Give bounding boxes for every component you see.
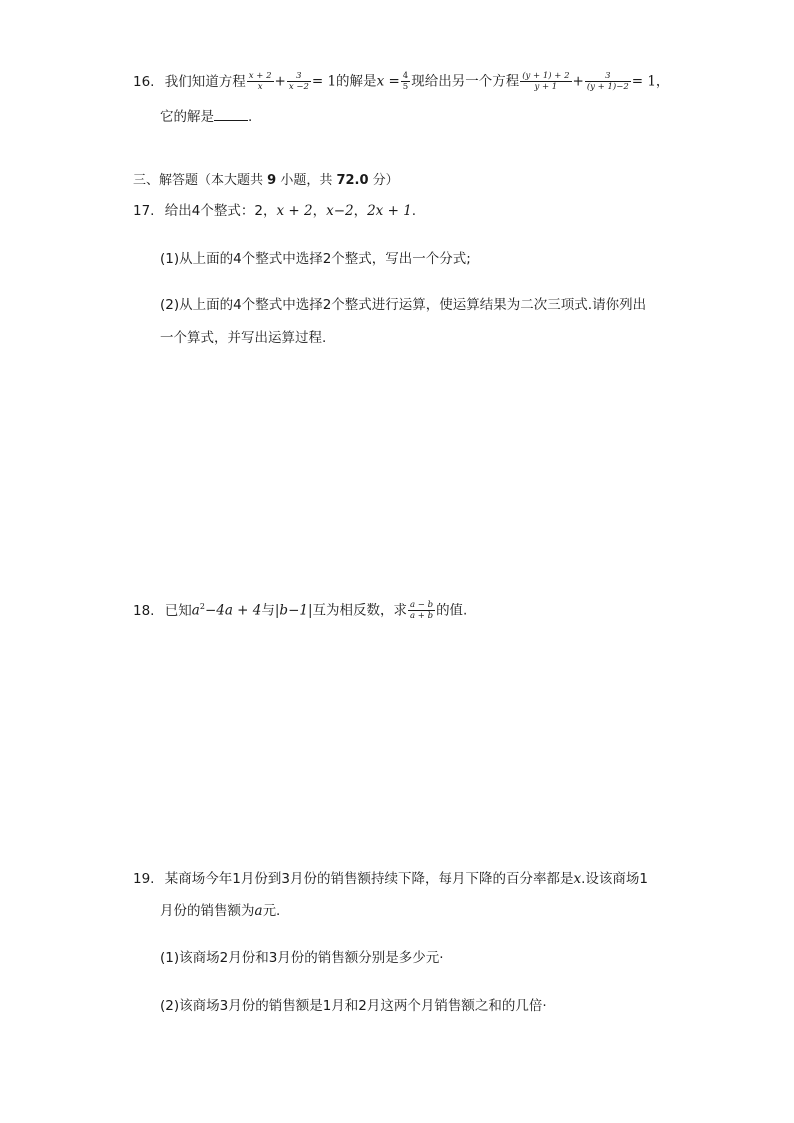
q19-part-2: (2)该商场3月份的销售额是1月和2月这两个月销售额之和的几倍· [160, 998, 547, 1014]
q16-fraction-3-numerator: 4 [402, 71, 409, 81]
q16-fraction-1-denominator: x [257, 82, 263, 92]
q19-line1 [133, 869, 648, 889]
q17-sep-1: ， [312, 203, 327, 219]
q16-x-equals: x = [376, 73, 400, 90]
q16-number: 16. [133, 73, 155, 90]
section-3-title-a: 三、解答题（本大题共 [133, 173, 268, 188]
q16-fraction-1-numerator: x + 2 [248, 71, 272, 81]
q16-fraction-3 [401, 71, 410, 92]
q17-expr-3: 2x + 1 [367, 203, 412, 219]
q16-fraction-4 [520, 71, 571, 92]
q18-exponent: 2 [199, 602, 205, 611]
section-3-title-b: 小题，共 [276, 173, 337, 188]
q19-text-1: 某商场今年1月份到3月份的销售额持续下降，每月下降的百分率都是 [164, 871, 574, 887]
q19-a: a [254, 903, 263, 919]
q16-plus-2: + [572, 73, 584, 90]
q18-number: 18. [133, 602, 155, 619]
q16-equals-1: = 1的解是 [311, 73, 377, 90]
section-3-count: 9 [267, 173, 277, 188]
q17-part-2-line1: (2)从上面的4个整式中选择2个整式进行运算，使运算结果为二次三项式.请你列出 [160, 297, 647, 313]
q19-part-1: (1)该商场2月份和3月份的销售额分别是多少元· [160, 950, 444, 966]
section-3-score: 72.0 [336, 173, 369, 188]
q16-fraction-5 [585, 71, 631, 92]
q19-number: 19. [133, 871, 155, 887]
q17-end: . [411, 203, 417, 219]
q18-line [133, 597, 467, 621]
q18-text-1: 已知 [164, 602, 192, 619]
q18-text-4: 的值. [436, 602, 468, 619]
q16-answer-prompt: 它的解是 [160, 109, 214, 125]
q19-text-2: .设该商场1 [581, 871, 648, 887]
q17-sep-2: ， [353, 203, 368, 219]
q17-number: 17. [133, 203, 155, 219]
q16-line2 [160, 107, 252, 127]
q18-text-2: 与 [261, 602, 275, 619]
q16-equals-2: = 1， [631, 73, 670, 90]
q17-expr-2: x−2 [326, 203, 354, 219]
q19-text-3: 月份的销售额为 [160, 903, 255, 919]
q16-text-2: 现给出另一个方程 [411, 73, 520, 90]
q16-fraction-3-denominator: 5 [402, 82, 409, 92]
q19-line2 [160, 901, 280, 921]
q16-fraction-4-numerator: (y + 1) + 2 [522, 71, 570, 81]
q18-fraction-numerator: a − b [410, 600, 434, 610]
q17-part-2-line2: 一个算式，并写出运算过程. [160, 330, 327, 346]
q17-line1 [133, 201, 416, 221]
q16-fraction-1 [247, 71, 274, 92]
q17-text-1: 给出4个整式：2， [164, 203, 277, 219]
q17-part-1: (1)从上面的4个整式中选择2个整式，写出一个分式; [160, 251, 471, 267]
q16-plus-1: + [274, 73, 286, 90]
q16-fraction-5-denominator: (y + 1)−2 [586, 82, 629, 92]
q18-fraction-denominator: a + b [410, 611, 434, 621]
q16-fraction-5-numerator: 3 [585, 71, 631, 82]
q18-a: a [191, 602, 200, 619]
q16-answer-blank [214, 107, 248, 121]
q16-line1 [133, 71, 669, 92]
q18-text-3: 互为相反数，求 [312, 602, 408, 619]
q16-fraction-2-denominator: x −2 [288, 82, 309, 92]
q16-fraction-2 [287, 71, 311, 92]
q16-period: . [248, 109, 253, 125]
q19-x: x [573, 871, 582, 887]
q16-text-1: 我们知道方程 [164, 73, 246, 90]
q16-fraction-2-numerator: 3 [287, 71, 311, 82]
q17-expr-1: x + 2 [276, 203, 313, 219]
q18-expr-1: −4a + 4 [204, 602, 262, 619]
section-3-heading [133, 171, 399, 191]
section-3-title-c: 分） [368, 173, 399, 188]
q18-fraction [408, 600, 435, 621]
q16-fraction-4-denominator: y + 1 [534, 82, 558, 92]
q18-abs-expr: |b−1| [274, 602, 313, 619]
q19-text-4: 元. [262, 903, 281, 919]
